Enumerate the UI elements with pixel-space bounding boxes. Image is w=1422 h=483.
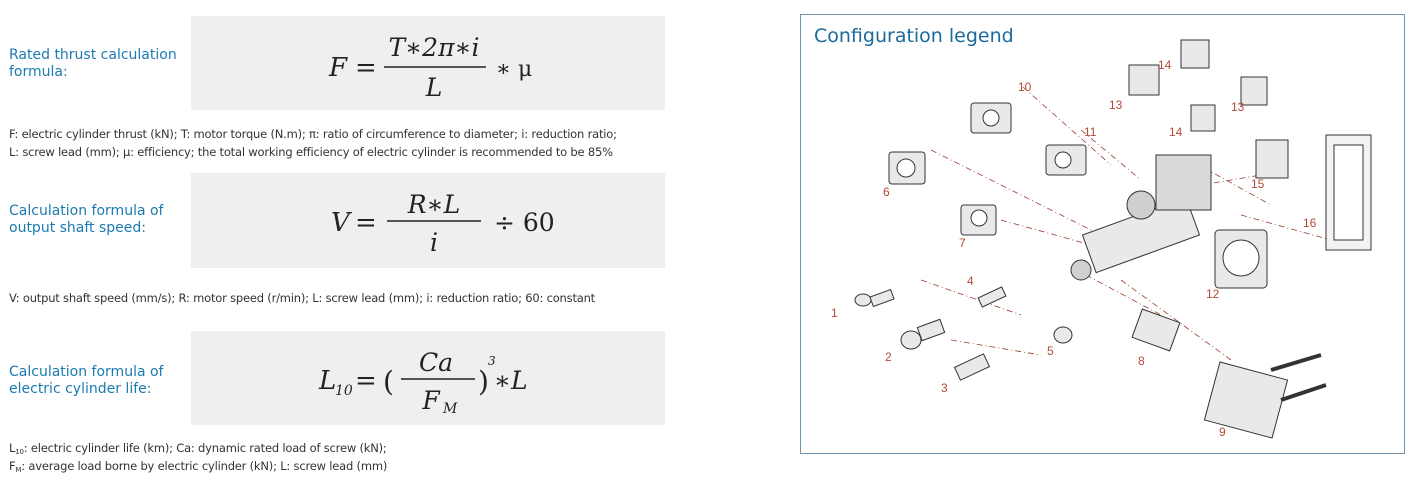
svg-text:=: =	[355, 366, 377, 396]
speed-formula	[191, 173, 665, 268]
part-label-8: 8	[1138, 354, 1145, 368]
part-label-3: 3	[941, 381, 948, 395]
speed-formula-box	[191, 173, 665, 268]
part-label-11: 11	[1084, 125, 1097, 139]
legend-title: Configuration legend	[814, 25, 1014, 47]
thrust-formula-label: Rated thrust calculation formula:	[9, 47, 177, 80]
speed-formula-label: Calculation formula of output shaft speed:	[9, 203, 164, 236]
life-description-1: L10: electric cylinder life (km); Ca: dynamic rated load of screw (kN);	[9, 441, 387, 456]
life-lhs-sub: 10	[335, 383, 353, 399]
life-formula-label: Calculation formula of electric cylinder life:	[9, 364, 164, 397]
part-label-7: 7	[959, 236, 966, 250]
part-label-13b: 13	[1231, 100, 1245, 114]
thrust-formula	[191, 16, 665, 110]
speed-numerator: R∗L	[407, 190, 461, 219]
svg-text:=: =	[355, 208, 377, 238]
thrust-lhs: F	[329, 53, 348, 83]
part-label-10: 10	[1018, 80, 1032, 94]
speed-tail: ÷ 60	[494, 208, 555, 237]
svg-text:=: =	[355, 53, 377, 83]
life-description-2: FM: average load borne by electric cylinder (kN); L: screw lead (mm)	[9, 459, 388, 474]
speed-denominator: i	[430, 228, 438, 257]
thrust-denominator: L	[425, 73, 443, 102]
life-denominator-sub: M	[443, 401, 458, 417]
part-label-4: 4	[967, 274, 974, 288]
life-formula	[191, 331, 665, 425]
part-label-14b: 14	[1169, 125, 1183, 139]
part-label-13a: 13	[1109, 98, 1123, 112]
thrust-description-2: L: screw lead (mm); μ: efficiency; the total working efficiency of electric cylinder is recommended to be 85%	[9, 145, 613, 159]
speed-description: V: output shaft speed (mm/s); R: motor speed (r/min); L: screw lead (mm); i: reduction ratio; 60: constant	[9, 291, 595, 305]
part-label-12: 12	[1206, 287, 1220, 301]
part-label-5: 5	[1047, 344, 1054, 358]
svg-text:(: (	[383, 365, 394, 398]
thrust-tail: ∗ μ	[496, 57, 533, 82]
life-lhs: L	[319, 366, 337, 396]
life-formula-box	[191, 331, 665, 425]
part-label-1: 1	[831, 306, 838, 320]
part-label-6: 6	[883, 185, 890, 199]
life-exponent: 3	[488, 354, 496, 368]
part-label-9: 9	[1219, 425, 1226, 439]
part-label-2: 2	[885, 350, 892, 364]
part-label-14a: 14	[1158, 58, 1172, 72]
life-denominator: F	[422, 386, 440, 415]
life-tail: ∗L	[494, 366, 528, 395]
part-label-16: 16	[1303, 216, 1317, 230]
life-numerator: Ca	[418, 348, 454, 377]
thrust-numerator: T∗2π∗i	[388, 33, 480, 62]
thrust-formula-box	[191, 16, 665, 110]
speed-lhs: V	[331, 208, 350, 238]
exploded-assembly-diagram	[801, 15, 1406, 455]
part-label-15: 15	[1251, 177, 1265, 191]
thrust-description-1: F: electric cylinder thrust (kN); T: motor torque (N.m); π: ratio of circumference to diameter; i: reduction ratio;	[9, 127, 617, 141]
configuration-legend-panel	[800, 14, 1405, 454]
svg-text:): )	[478, 365, 489, 398]
